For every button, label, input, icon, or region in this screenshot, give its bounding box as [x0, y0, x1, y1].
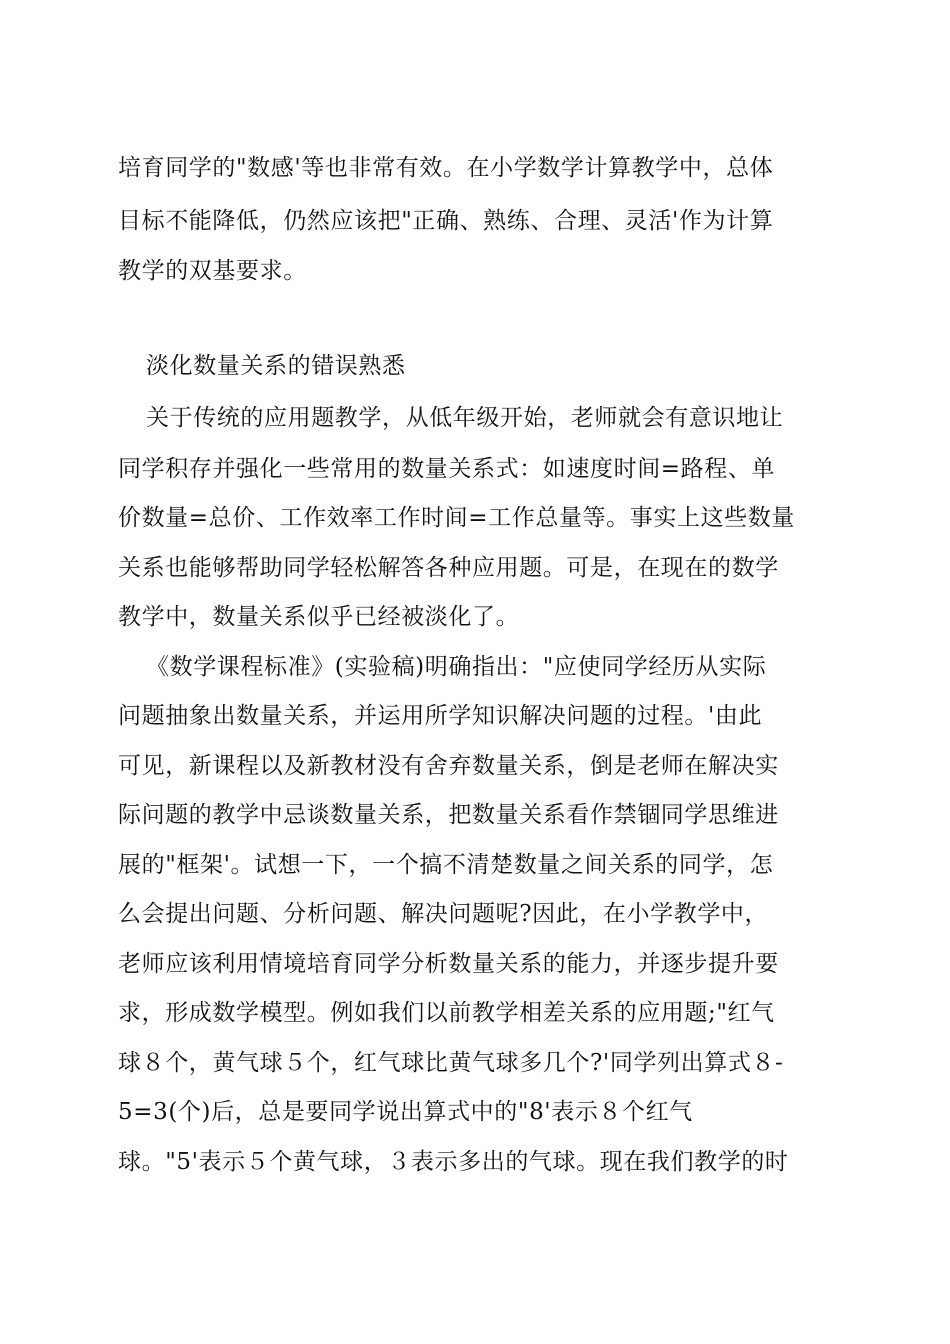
- section-heading: 淡化数量关系的错误熟悉: [146, 353, 406, 379]
- text-line: 关于传统的应用题教学，从低年级开始，老师就会有意识地让: [146, 405, 784, 431]
- text-line: 价数量=总价、工作效率工作时间=工作总量等。事实上这些数量: [118, 505, 795, 531]
- text-line: 教学的双基要求。: [118, 258, 307, 284]
- text-line: 求，形成数学模型。例如我们以前教学相差关系的应用题;"红气: [118, 1000, 775, 1026]
- text-line: 教学中，数量关系似乎已经被淡化了。: [118, 604, 520, 630]
- text-line: 关系也能够帮助同学轻松解答各种应用题。可是，在现在的数学: [118, 555, 779, 581]
- text-line: 老师应该利用情境培育同学分析数量关系的能力，并逐步提升要: [118, 951, 779, 977]
- text-line: 5=3(个)后，总是要同学说出算式中的"8'表示８个红气: [118, 1099, 693, 1125]
- text-line: 同学积存并强化一些常用的数量关系式：如速度时间=路程、单: [118, 456, 776, 482]
- text-line: 球８个，黄气球５个，红气球比黄气球多几个?'同学列出算式８-: [118, 1050, 784, 1076]
- text-line: 可见，新课程以及新教材没有舍弃数量关系，倒是老师在解决实: [118, 753, 779, 779]
- text-line: 球。"5'表示５个黄气球，３表示多出的气球。现在我们教学的时: [118, 1149, 789, 1175]
- text-line: 么会提出问题、分析问题、解决问题呢?因此，在小学教学中，: [118, 901, 769, 927]
- text-line: 问题抽象出数量关系，并运用所学知识解决问题的过程。'由此: [118, 703, 763, 729]
- text-line: 际问题的教学中忌谈数量关系，把数量关系看作禁锢同学思维进: [118, 802, 779, 828]
- text-line: 展的"框架'。试想一下，一个搞不清楚数量之间关系的同学，怎: [118, 852, 774, 878]
- text-line: 《数学课程标准》(实验稿)明确指出："应使同学经历从实际: [146, 654, 767, 680]
- text-line: 目标不能降低，仍然应该把"正确、熟练、合理、灵活'作为计算: [118, 208, 774, 234]
- text-line: 培育同学的"数感'等也非常有效。在小学数学计算教学中，总体: [118, 155, 774, 181]
